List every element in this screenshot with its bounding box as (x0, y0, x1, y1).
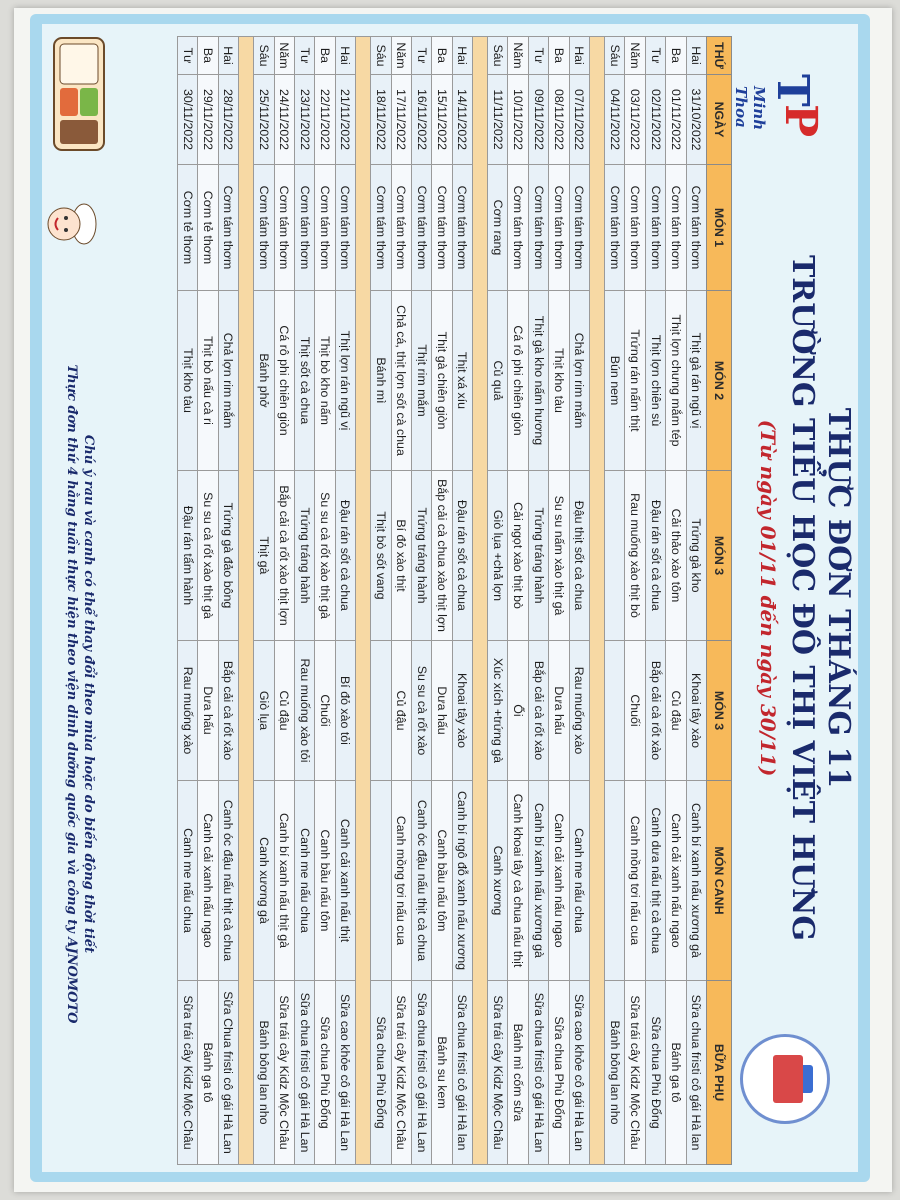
table-cell: Cơm tám thơm (528, 165, 548, 291)
table-cell: Hai (218, 37, 238, 75)
table-cell: 08/11/2022 (549, 75, 569, 165)
table-cell: 01/11/2022 (666, 75, 686, 165)
table-cell: Đậu rán sốt cà chua (452, 471, 472, 641)
column-header: MÓN 3 (707, 471, 732, 641)
table-cell: Thịt bò kho nấm (315, 291, 335, 471)
table-cell: Su su nấm xào thịt gà (549, 471, 569, 641)
table-cell: 07/11/2022 (569, 75, 589, 165)
table-cell: Hai (569, 37, 589, 75)
table-header-row (707, 37, 732, 1165)
table-row (666, 37, 686, 1165)
table-cell: Năm (274, 37, 294, 75)
brand-name: Minh Thoa (732, 86, 768, 131)
table-cell: 28/11/2022 (218, 75, 238, 165)
table-cell: Năm (508, 37, 528, 75)
table-cell: Xúc xích +trứng gà (488, 641, 508, 781)
table-cell: Cơm tám thơm (645, 165, 665, 291)
table-cell: Canh bí xanh nấu xương gà (686, 781, 706, 981)
note-line-1: Chú ý rau và canh có thể thay đổi theo mùa hoặc do biến động thời tiết (81, 434, 96, 954)
table-cell: Sữa chua fristi cô gái Hà lan (452, 981, 472, 1165)
table-cell: Củ đậu (274, 641, 294, 781)
table-cell: Ba (666, 37, 686, 75)
table-cell: Rau muống xào thịt bò (625, 471, 645, 641)
table-cell: 17/11/2022 (391, 75, 411, 165)
table-cell: Canh xương gà (254, 781, 274, 981)
week-separator (356, 37, 371, 1165)
table-cell: Cơm tám thơm (686, 165, 706, 291)
column-header: MÓN 2 (707, 291, 732, 471)
table-cell: Cơm tám thơm (274, 165, 294, 291)
table-row (569, 37, 589, 1165)
table-cell: Thịt xá xíu (452, 291, 472, 471)
table-row (218, 37, 238, 1165)
table-cell: Đậu rán sốt cà chua (645, 471, 665, 641)
table-cell: Cơm tám thơm (432, 165, 452, 291)
column-header: MÓN 3 (707, 641, 732, 781)
table-cell: Sữa chua Phù Đổng (645, 981, 665, 1165)
table-row (371, 37, 391, 1165)
column-header: BỮA PHỤ (707, 981, 732, 1165)
table-cell: Năm (391, 37, 411, 75)
table-cell: Sữa chua fristi cô gái Hà Lan (528, 981, 548, 1165)
table-row (549, 37, 569, 1165)
table-cell: Trứng rán nấm thịt (625, 291, 645, 471)
table-cell: Sữa trái cây Kidz Mộc Châu (391, 981, 411, 1165)
table-row (625, 37, 645, 1165)
table-cell: 24/11/2022 (274, 75, 294, 165)
table-cell: Thịt lợn chiên sù (645, 291, 665, 471)
table-cell: Thịt rim mắm (411, 291, 431, 471)
table-cell: Cơm tám thơm (666, 165, 686, 291)
table-cell: Hai (686, 37, 706, 75)
table-cell: Tư (528, 37, 548, 75)
table-row (432, 37, 452, 1165)
note-line-2: Thực đơn thứ 4 hằng tuần thực hiện theo viện dinh dưỡng quốc gia và công ty AJNOMOTO (64, 364, 79, 1024)
table-cell: Sữa chua Phù Đổng (371, 981, 391, 1165)
table-cell: 11/11/2022 (488, 75, 508, 165)
table-cell: Cơm tám thơm (371, 165, 391, 291)
table-cell: 02/11/2022 (645, 75, 665, 165)
table-cell: Bí đỏ xào tỏi (335, 641, 355, 781)
table-cell: Rau muống xào tỏi (294, 641, 314, 781)
table-cell: Bí đỏ xào thịt (391, 471, 411, 641)
table-cell: Giò lụa (254, 641, 274, 781)
table-cell: Cơm tẻ thơm (178, 165, 198, 291)
table-cell (371, 781, 391, 981)
table-cell: Cơm tám thơm (335, 165, 355, 291)
table-cell: Cơm rang (488, 165, 508, 291)
table-cell: Su su cà rốt xào (411, 641, 431, 781)
table-cell: Hai (335, 37, 355, 75)
table-cell: Cải ngọt xào thịt bò (508, 471, 528, 641)
table-cell: Sữa trái cây Kidz Mộc Châu (274, 981, 294, 1165)
table-cell: Sáu (605, 37, 625, 75)
table-cell: Sữa chua Phù Đổng (549, 981, 569, 1165)
table-cell: Đậu rán tẩm hành (178, 471, 198, 641)
table-cell: Chả lợn rim mắm (569, 291, 589, 471)
table-cell: Thịt bò sốt vang (371, 471, 391, 641)
table-cell: 03/11/2022 (625, 75, 645, 165)
table-cell (605, 471, 625, 641)
menu-table (177, 36, 732, 1165)
table-cell: Cơm tám thơm (625, 165, 645, 291)
table-cell: Thịt kho tàu (549, 291, 569, 471)
table-cell: Chuối (315, 641, 335, 781)
table-row (411, 37, 431, 1165)
table-cell: Sáu (254, 37, 274, 75)
table-cell: 30/11/2022 (178, 75, 198, 165)
table-cell: Canh cải xanh nấu ngao (198, 781, 218, 981)
table-cell: Canh mồng tơi nấu cua (391, 781, 411, 981)
menu-content (42, 24, 858, 1172)
table-cell: Bắp cải cà rốt xào (528, 641, 548, 781)
week-separator (590, 37, 605, 1165)
column-header: THỨ (707, 37, 732, 75)
table-cell (605, 641, 625, 781)
table-row (198, 37, 218, 1165)
table-cell: Canh bí xanh nấu thịt gà (274, 781, 294, 981)
table-cell: Trứng tráng hành (528, 471, 548, 641)
table-row (294, 37, 314, 1165)
table-cell: Đậu thịt sốt cà chua (569, 471, 589, 641)
table-cell: Củ đậu (666, 641, 686, 781)
table-row (488, 37, 508, 1165)
table-cell: Cơm tám thơm (411, 165, 431, 291)
table-cell: Sáu (488, 37, 508, 75)
column-header: NGÀY (707, 75, 732, 165)
table-cell: Sữa chua fristi cô gái Hà Lan (294, 981, 314, 1165)
table-cell: 09/11/2022 (528, 75, 548, 165)
column-header: MÓN CANH (707, 781, 732, 981)
table-cell: Canh bầu nấu tôm (432, 781, 452, 981)
table-cell: Bánh mì cốm sữa (508, 981, 528, 1165)
table-cell: Thịt gà (254, 471, 274, 641)
week-separator (473, 37, 488, 1165)
table-cell: Củ đậu (391, 641, 411, 781)
table-cell: Sữa chua fristi cô gái Hà lan (686, 981, 706, 1165)
table-row (315, 37, 335, 1165)
table-cell: Canh bí xanh nấu xương gà (528, 781, 548, 981)
table-row (645, 37, 665, 1165)
table-cell: 04/11/2022 (605, 75, 625, 165)
table-cell: Thịt bò nấu cà ri (198, 291, 218, 471)
table-cell: 16/11/2022 (411, 75, 431, 165)
table-cell: 10/11/2022 (508, 75, 528, 165)
table-row (391, 37, 411, 1165)
table-cell: Sáu (371, 37, 391, 75)
table-cell: Cơm tám thơm (452, 165, 472, 291)
table-cell: Tư (411, 37, 431, 75)
table-cell: Bánh ga tô (666, 981, 686, 1165)
table-cell: Bắp cải cà rốt xào (645, 641, 665, 781)
table-cell: Canh cải xanh nấu ngao (666, 781, 686, 981)
table-cell: Thịt sốt cà chua (294, 291, 314, 471)
table-cell: Hai (452, 37, 472, 75)
menu-board (42, 24, 858, 1172)
table-cell: Bắp cải cà rốt xào thịt lợn (274, 471, 294, 641)
table-cell: Bắp cải cà chua xào thịt lợn (432, 471, 452, 641)
brand-logo: T P Minh Thoa (738, 64, 818, 174)
table-cell: Cơm tám thơm (294, 165, 314, 291)
table-cell: 23/11/2022 (294, 75, 314, 165)
table-cell: 31/10/2022 (686, 75, 706, 165)
table-cell: Giò lụa +chả lợn (488, 471, 508, 641)
table-cell: Trứng gà kho (686, 471, 706, 641)
table-cell: Cải thảo xào tôm (666, 471, 686, 641)
table-cell: Chả cá, thịt lợn sốt cà chua (391, 291, 411, 471)
table-cell: Canh me nấu chua (294, 781, 314, 981)
lunchbox-icon (50, 34, 110, 154)
table-cell: Đậu rán sốt cà chua (335, 471, 355, 641)
table-cell: Bánh bông lan nho (254, 981, 274, 1165)
table-cell: Canh mồng tơi nấu cua (625, 781, 645, 981)
table-cell: 29/11/2022 (198, 75, 218, 165)
table-cell: Canh bí ngô đỗ xanh nấu xương (452, 781, 472, 981)
table-cell: Sữa cao khỏe cô gái Hà Lan (335, 981, 355, 1165)
table-cell: Canh dưa nấu thịt cà chua (645, 781, 665, 981)
table-cell: Khoai tây xào (452, 641, 472, 781)
table-cell: Rau muống xào (569, 641, 589, 781)
table-row (528, 37, 548, 1165)
week-separator (239, 37, 254, 1165)
table-cell: Cơm tám thơm (569, 165, 589, 291)
table-cell: 22/11/2022 (315, 75, 335, 165)
table-cell: Canh me nấu chua (569, 781, 589, 981)
table-cell: Thịt lợn rán ngũ vị (335, 291, 355, 471)
table-cell: Sữa cao khỏe cô gái Hà Lan (569, 981, 589, 1165)
table-row (274, 37, 294, 1165)
table-cell: Canh cải xanh nấu thịt (335, 781, 355, 981)
table-cell: Ba (432, 37, 452, 75)
table-cell: Ba (315, 37, 335, 75)
table-cell: Cơm tám thơm (549, 165, 569, 291)
page-title: THỰC ĐƠN THÁNG 11 (821, 407, 856, 789)
table-cell: Khoai tây xào (686, 641, 706, 781)
table-cell: Thịt gà kho nấm hương (528, 291, 548, 471)
table-cell: Trứng tráng hành (411, 471, 431, 641)
table-cell: Năm (625, 37, 645, 75)
table-cell: Cơm tẻ thơm (198, 165, 218, 291)
table-cell: Dưa hấu (549, 641, 569, 781)
table-cell: Dưa hấu (432, 641, 452, 781)
table-cell: Rau muống xào (178, 641, 198, 781)
table-row (508, 37, 528, 1165)
table-cell: Su su cà rốt xào thịt gà (315, 471, 335, 641)
table-cell: 15/11/2022 (432, 75, 452, 165)
table-cell: Bánh phở (254, 291, 274, 471)
menu-table-wrap (50, 36, 732, 1164)
table-cell: Su su cà rốt xào thịt gà (198, 471, 218, 641)
table-cell: Sữa Chua fristi cô gái Hà Lan (218, 981, 238, 1165)
table-cell: Bánh ga tô (198, 981, 218, 1165)
table-row (686, 37, 706, 1165)
table-cell (371, 641, 391, 781)
table-cell: Cá rô phi chiên giòn (274, 291, 294, 471)
school-name: TRƯỜNG TIỂU HỌC ĐÔ THỊ VIỆT HƯNG (785, 254, 820, 942)
table-cell: Củ quả (488, 291, 508, 471)
table-cell: Canh me nấu chua (178, 781, 198, 981)
table-cell: Cơm tám thơm (315, 165, 335, 291)
table-cell: Bánh su kem (432, 981, 452, 1165)
table-cell: Thịt lợn chưng mắm tép (666, 291, 686, 471)
table-row (178, 37, 198, 1165)
table-cell: 18/11/2022 (371, 75, 391, 165)
table-cell: Bánh mì (371, 291, 391, 471)
table-cell: Cơm tám thơm (391, 165, 411, 291)
table-cell: Trứng gà đảo bông (218, 471, 238, 641)
table-cell: Canh khoai tây cà chua nấu thịt (508, 781, 528, 981)
table-cell: Tư (645, 37, 665, 75)
table-cell: Sữa trái cây Kidz Mộc Châu (625, 981, 645, 1165)
table-cell: 21/11/2022 (335, 75, 355, 165)
table-row (335, 37, 355, 1165)
date-range: (Từ ngày 01/11 đến ngày 30/11) (756, 419, 780, 777)
table-cell: 14/11/2022 (452, 75, 472, 165)
table-cell: Cơm tám thơm (218, 165, 238, 291)
table-cell: Thịt gà rán ngũ vị (686, 291, 706, 471)
table-cell: Tư (294, 37, 314, 75)
table-cell: Canh bầu nấu tôm (315, 781, 335, 981)
menu-notes (62, 244, 98, 1144)
table-cell: Dưa hấu (198, 641, 218, 781)
table-cell: Ổi (508, 641, 528, 781)
table-cell: Ba (549, 37, 569, 75)
table-cell: Thịt gà chiên giòn (432, 291, 452, 471)
table-cell: Sữa trái cây Kidz Mộc Châu (178, 981, 198, 1165)
table-cell: Canh cải xanh nấu ngao (549, 781, 569, 981)
table-cell: Chuối (625, 641, 645, 781)
table-cell: Bắp cải cà rốt xào (218, 641, 238, 781)
table-cell (605, 781, 625, 981)
column-header: MÓN 1 (707, 165, 732, 291)
table-cell: Cơm tám thơm (254, 165, 274, 291)
table-cell: Sữa chua Phù Đổng (315, 981, 335, 1165)
table-cell: Canh óc đậu nấu thịt cà chua (218, 781, 238, 981)
table-cell: Bánh bông lan nho (605, 981, 625, 1165)
table-cell: Cơm tám thơm (508, 165, 528, 291)
table-cell: Cá rô phi chiên giòn (508, 291, 528, 471)
table-cell: Bún nem (605, 291, 625, 471)
school-logo-icon (740, 1034, 830, 1124)
table-cell: 25/11/2022 (254, 75, 274, 165)
table-row (254, 37, 274, 1165)
table-cell: Cơm tám thơm (605, 165, 625, 291)
table-cell: Thịt kho tàu (178, 291, 198, 471)
table-cell: Canh xương (488, 781, 508, 981)
table-cell: Tư (178, 37, 198, 75)
table-cell: Sữa chua fristi cô gái Hà Lan (411, 981, 431, 1165)
table-cell: Ba (198, 37, 218, 75)
table-row (605, 37, 625, 1165)
table-cell: Sữa trái cây Kidz Mộc Châu (488, 981, 508, 1165)
table-row (452, 37, 472, 1165)
table-cell: Canh óc đậu nấu thịt cà chua (411, 781, 431, 981)
table-cell: Trứng tráng hành (294, 471, 314, 641)
table-cell: Chả lợn rim mắm (218, 291, 238, 471)
